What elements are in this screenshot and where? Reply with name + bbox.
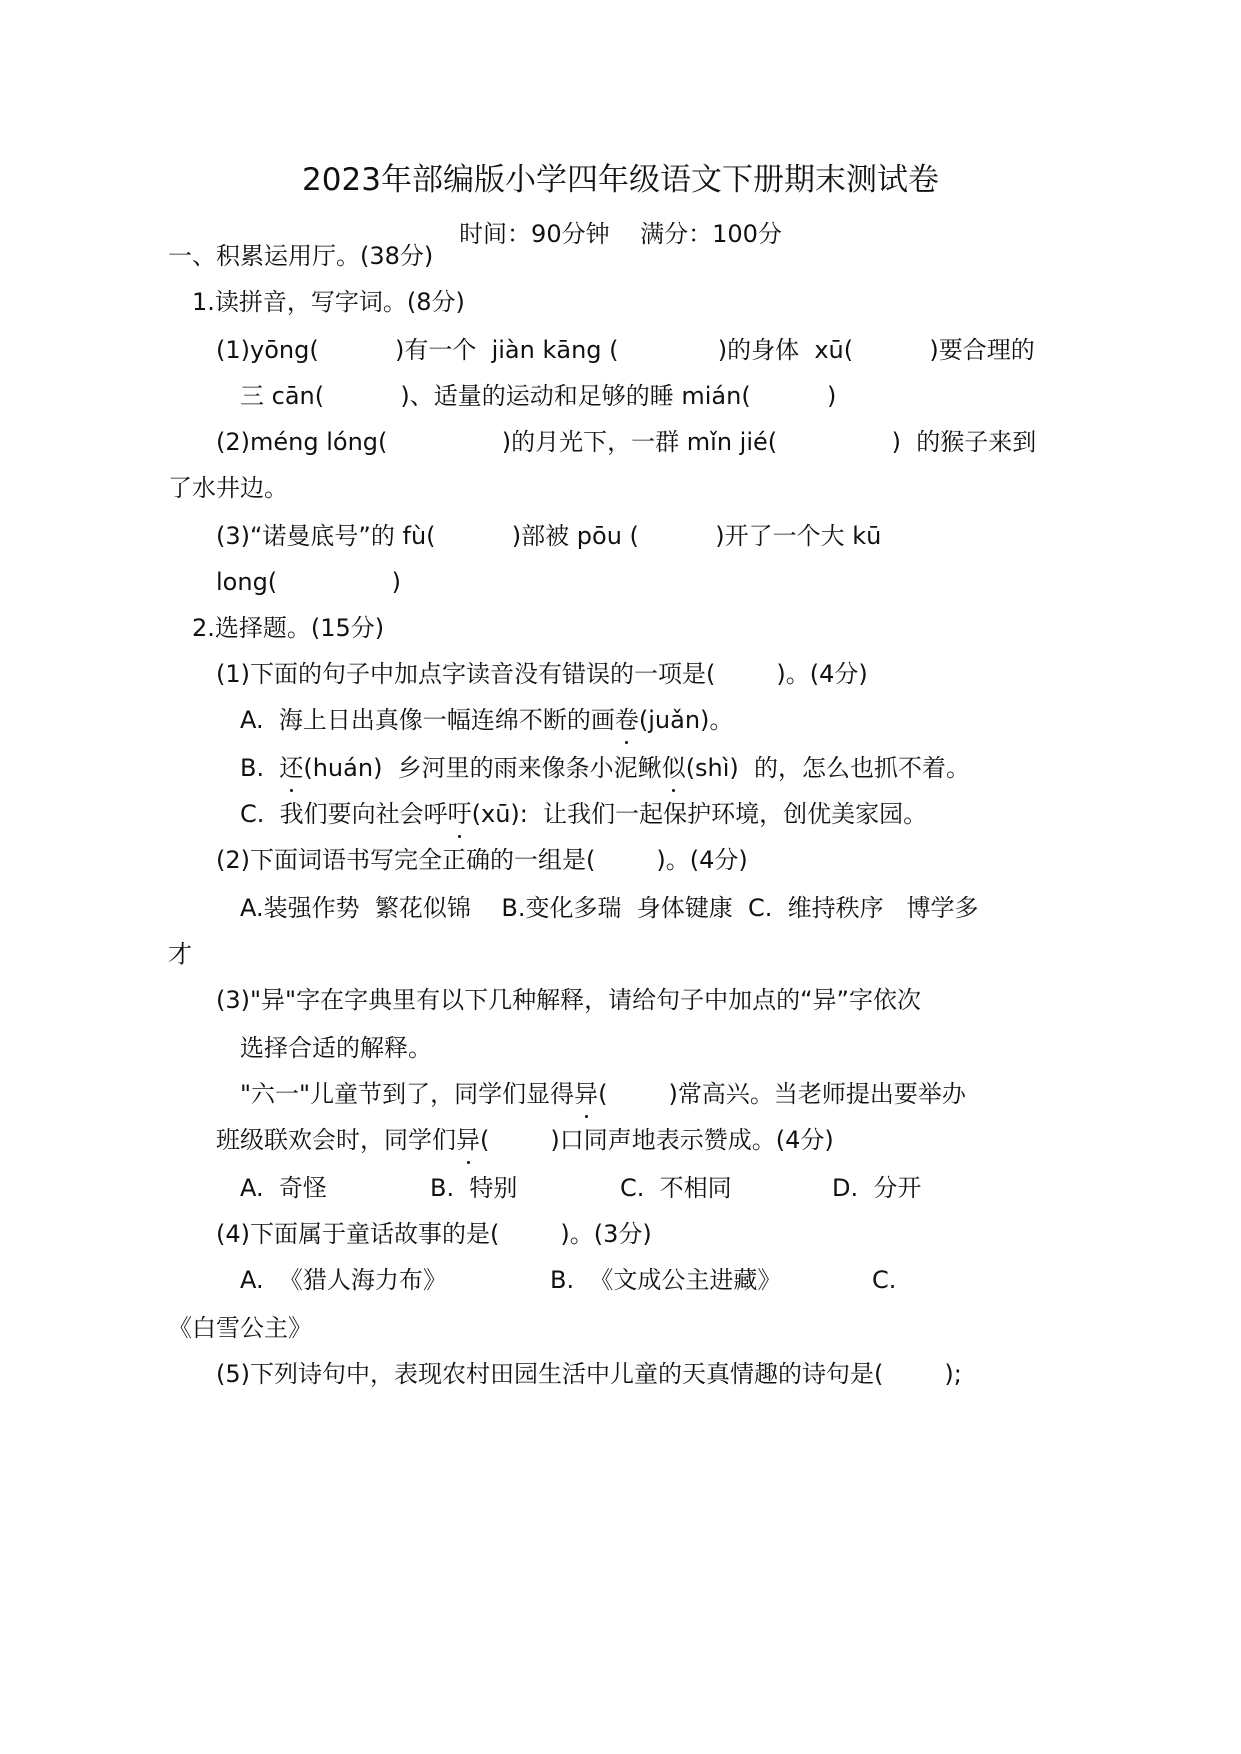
choice-option-a: A. 海上日出真像一幅连绵不断的画卷(juǎn)。 bbox=[240, 702, 733, 738]
choice-options: A.装强作势 繁花似锦 B.变化多瑞 身体键康 C. 维持秩序 博学多 bbox=[240, 894, 979, 922]
subquestion-stem: (1)下面的句子中加点字读音没有错误的一项是( )。(4分) bbox=[216, 660, 868, 688]
subquestion-stem: (5)下列诗句中，表现农村田园生活中儿童的天真情趣的诗句是( ); bbox=[216, 1360, 962, 1388]
dotted-char: 吁 bbox=[448, 796, 472, 832]
pinyin-line: 三 cān( )、适量的运动和足够的睡 mián( ) bbox=[240, 382, 837, 410]
choice-option-b: B. 《文成公主进藏》 bbox=[550, 1266, 782, 1294]
question-heading: 1.读拼音，写字词。(8分) bbox=[192, 288, 465, 316]
question-heading: 2.选择题。(15分) bbox=[192, 614, 385, 642]
subquestion-stem: (3)"异"字在字典里有以下几种解释，请给句子中加点的“异”字依次 bbox=[216, 986, 921, 1014]
passage-line: "六一"儿童节到了，同学们显得异( )常高兴。当老师提出要举办 bbox=[240, 1076, 966, 1112]
pinyin-line: long( ) bbox=[216, 568, 401, 596]
pinyin-line: (1)yōng( )有一个 jiàn kāng ( )的身体 xū( )要合理的 bbox=[216, 336, 1035, 364]
pinyin-line: (2)méng lóng( )的月光下，一群 mǐn jié( ) 的猴子来到 bbox=[216, 428, 1037, 456]
section-heading: 一、积累运用厅。(38分) bbox=[168, 242, 434, 270]
choice-option-c: C. bbox=[872, 1266, 897, 1294]
pinyin-line: 了水井边。 bbox=[168, 474, 288, 502]
dotted-char: 似 bbox=[662, 750, 686, 786]
choice-option-c: C. 不相同 bbox=[620, 1174, 732, 1202]
choice-option-a: A. 《猎人海力布》 bbox=[240, 1266, 447, 1294]
subquestion-stem: 选择合适的解释。 bbox=[240, 1034, 432, 1062]
choice-option-b: B. 还(huán) 乡河里的雨来像条小泥鳅似(shì) 的，怎么也抓不着。 bbox=[240, 750, 970, 786]
subquestion-stem: (4)下面属于童话故事的是( )。(3分) bbox=[216, 1220, 652, 1248]
choice-option-c: C. 我们要向社会呼吁(xū): 让我们一起保护环境，创优美家园。 bbox=[240, 796, 927, 832]
choice-option-c-text: 《白雪公主》 bbox=[168, 1314, 312, 1342]
dotted-char: 异 bbox=[574, 1076, 598, 1112]
choice-option-b: B. 特别 bbox=[430, 1174, 518, 1202]
pinyin-line: (3)“诺曼底号”的 fù( )部被 pōu ( )开了一个大 kū bbox=[216, 522, 882, 550]
dotted-char: 卷 bbox=[615, 702, 639, 738]
dotted-char: 异 bbox=[456, 1122, 480, 1158]
subquestion-stem: (2)下面词语书写完全正确的一组是( )。(4分) bbox=[216, 846, 748, 874]
choice-options: 才 bbox=[168, 940, 192, 968]
choice-option-d: D. 分开 bbox=[832, 1174, 922, 1202]
passage-line: 班级联欢会时，同学们异( )口同声地表示赞成。(4分) bbox=[216, 1122, 834, 1158]
dotted-char: 还 bbox=[279, 750, 303, 786]
choice-option-a: A. 奇怪 bbox=[240, 1174, 327, 1202]
exam-info: 时间：90分钟 满分：100分 bbox=[459, 220, 782, 248]
page-title: 2023年部编版小学四年级语文下册期末测试卷 bbox=[302, 162, 939, 198]
